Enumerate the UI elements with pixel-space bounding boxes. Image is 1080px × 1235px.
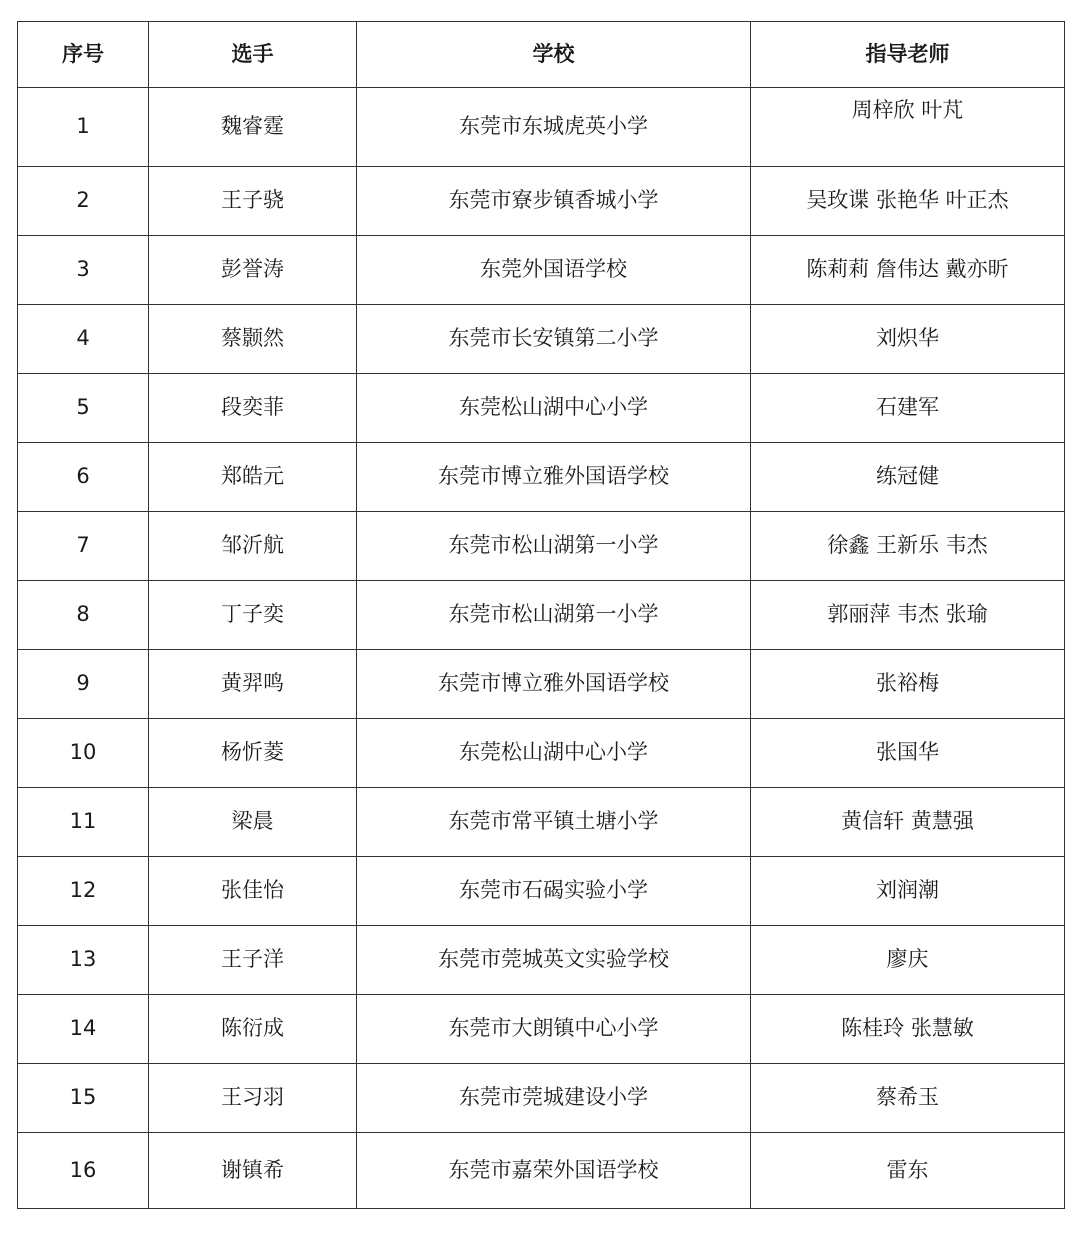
header-teacher: 指导老师: [751, 22, 1065, 88]
cell-school: 东莞市大朗镇中心小学: [357, 995, 751, 1064]
cell-number: 11: [18, 788, 149, 857]
table-header-row: [18, 22, 1065, 88]
cell-teacher: 石建军: [751, 374, 1065, 443]
cell-teacher: 张国华: [751, 719, 1065, 788]
cell-teacher: 郭丽萍 韦杰 张瑜: [751, 581, 1065, 650]
results-table-container: [17, 21, 1064, 1209]
cell-number: 10: [18, 719, 149, 788]
cell-contestant: 谢镇希: [149, 1133, 357, 1209]
table-row: [18, 857, 1065, 926]
table-row: [18, 443, 1065, 512]
table-row: [18, 926, 1065, 995]
cell-number: 12: [18, 857, 149, 926]
cell-school: 东莞市莞城英文实验学校: [357, 926, 751, 995]
cell-teacher: 徐鑫 王新乐 韦杰: [751, 512, 1065, 581]
cell-teacher: 陈桂玲 张慧敏: [751, 995, 1065, 1064]
cell-contestant: 邹沂航: [149, 512, 357, 581]
cell-school: 东莞市松山湖第一小学: [357, 512, 751, 581]
cell-teacher: 练冠健: [751, 443, 1065, 512]
cell-school: 东莞市博立雅外国语学校: [357, 443, 751, 512]
cell-school: 东莞市松山湖第一小学: [357, 581, 751, 650]
cell-school: 东莞市莞城建设小学: [357, 1064, 751, 1133]
table-row: [18, 88, 1065, 167]
header-contestant: 选手: [149, 22, 357, 88]
cell-contestant: 张佳怡: [149, 857, 357, 926]
table-row: [18, 581, 1065, 650]
table-row: [18, 236, 1065, 305]
cell-teacher: 黄信轩 黄慧强: [751, 788, 1065, 857]
table-row: [18, 512, 1065, 581]
cell-school: 东莞市长安镇第二小学: [357, 305, 751, 374]
cell-contestant: 彭誉涛: [149, 236, 357, 305]
cell-teacher: 蔡希玉: [751, 1064, 1065, 1133]
cell-school: 东莞松山湖中心小学: [357, 374, 751, 443]
cell-number: 6: [18, 443, 149, 512]
cell-number: 14: [18, 995, 149, 1064]
cell-teacher: 刘炽华: [751, 305, 1065, 374]
cell-number: 7: [18, 512, 149, 581]
cell-teacher: 雷东: [751, 1133, 1065, 1209]
cell-contestant: 蔡颢然: [149, 305, 357, 374]
cell-number: 15: [18, 1064, 149, 1133]
cell-teacher: 廖庆: [751, 926, 1065, 995]
cell-teacher: 张裕梅: [751, 650, 1065, 719]
table-row: [18, 788, 1065, 857]
cell-number: 5: [18, 374, 149, 443]
cell-contestant: 王子洋: [149, 926, 357, 995]
cell-teacher: 刘润潮: [751, 857, 1065, 926]
cell-school: 东莞市博立雅外国语学校: [357, 650, 751, 719]
cell-contestant: 段奕菲: [149, 374, 357, 443]
results-table: [17, 21, 1065, 1209]
table-row: [18, 719, 1065, 788]
cell-number: 1: [18, 88, 149, 167]
table-row: [18, 374, 1065, 443]
cell-school: 东莞外国语学校: [357, 236, 751, 305]
cell-contestant: 陈衍成: [149, 995, 357, 1064]
cell-contestant: 杨忻菱: [149, 719, 357, 788]
cell-number: 8: [18, 581, 149, 650]
cell-school: 东莞市寮步镇香城小学: [357, 167, 751, 236]
table-row: [18, 305, 1065, 374]
cell-school: 东莞市石碣实验小学: [357, 857, 751, 926]
cell-teacher: 吴玫谍 张艳华 叶正杰: [751, 167, 1065, 236]
table-row: [18, 167, 1065, 236]
table-row: [18, 1133, 1065, 1209]
table-row: [18, 995, 1065, 1064]
cell-contestant: 梁晨: [149, 788, 357, 857]
cell-number: 3: [18, 236, 149, 305]
table-row: [18, 1064, 1065, 1133]
cell-number: 13: [18, 926, 149, 995]
cell-school: 东莞市嘉荣外国语学校: [357, 1133, 751, 1209]
cell-teacher: 陈莉莉 詹伟达 戴亦昕: [751, 236, 1065, 305]
cell-contestant: 郑皓元: [149, 443, 357, 512]
cell-contestant: 王子骁: [149, 167, 357, 236]
table-row: [18, 650, 1065, 719]
cell-contestant: 丁子奕: [149, 581, 357, 650]
cell-number: 4: [18, 305, 149, 374]
cell-number: 9: [18, 650, 149, 719]
cell-school: 东莞市常平镇土塘小学: [357, 788, 751, 857]
cell-number: 2: [18, 167, 149, 236]
cell-teacher: 周梓欣 叶芃: [751, 88, 1065, 167]
header-number: 序号: [18, 22, 149, 88]
cell-number: 16: [18, 1133, 149, 1209]
cell-school: 东莞市东城虎英小学: [357, 88, 751, 167]
cell-contestant: 黄羿鸣: [149, 650, 357, 719]
cell-contestant: 王习羽: [149, 1064, 357, 1133]
cell-contestant: 魏睿霆: [149, 88, 357, 167]
cell-school: 东莞松山湖中心小学: [357, 719, 751, 788]
header-school: 学校: [357, 22, 751, 88]
